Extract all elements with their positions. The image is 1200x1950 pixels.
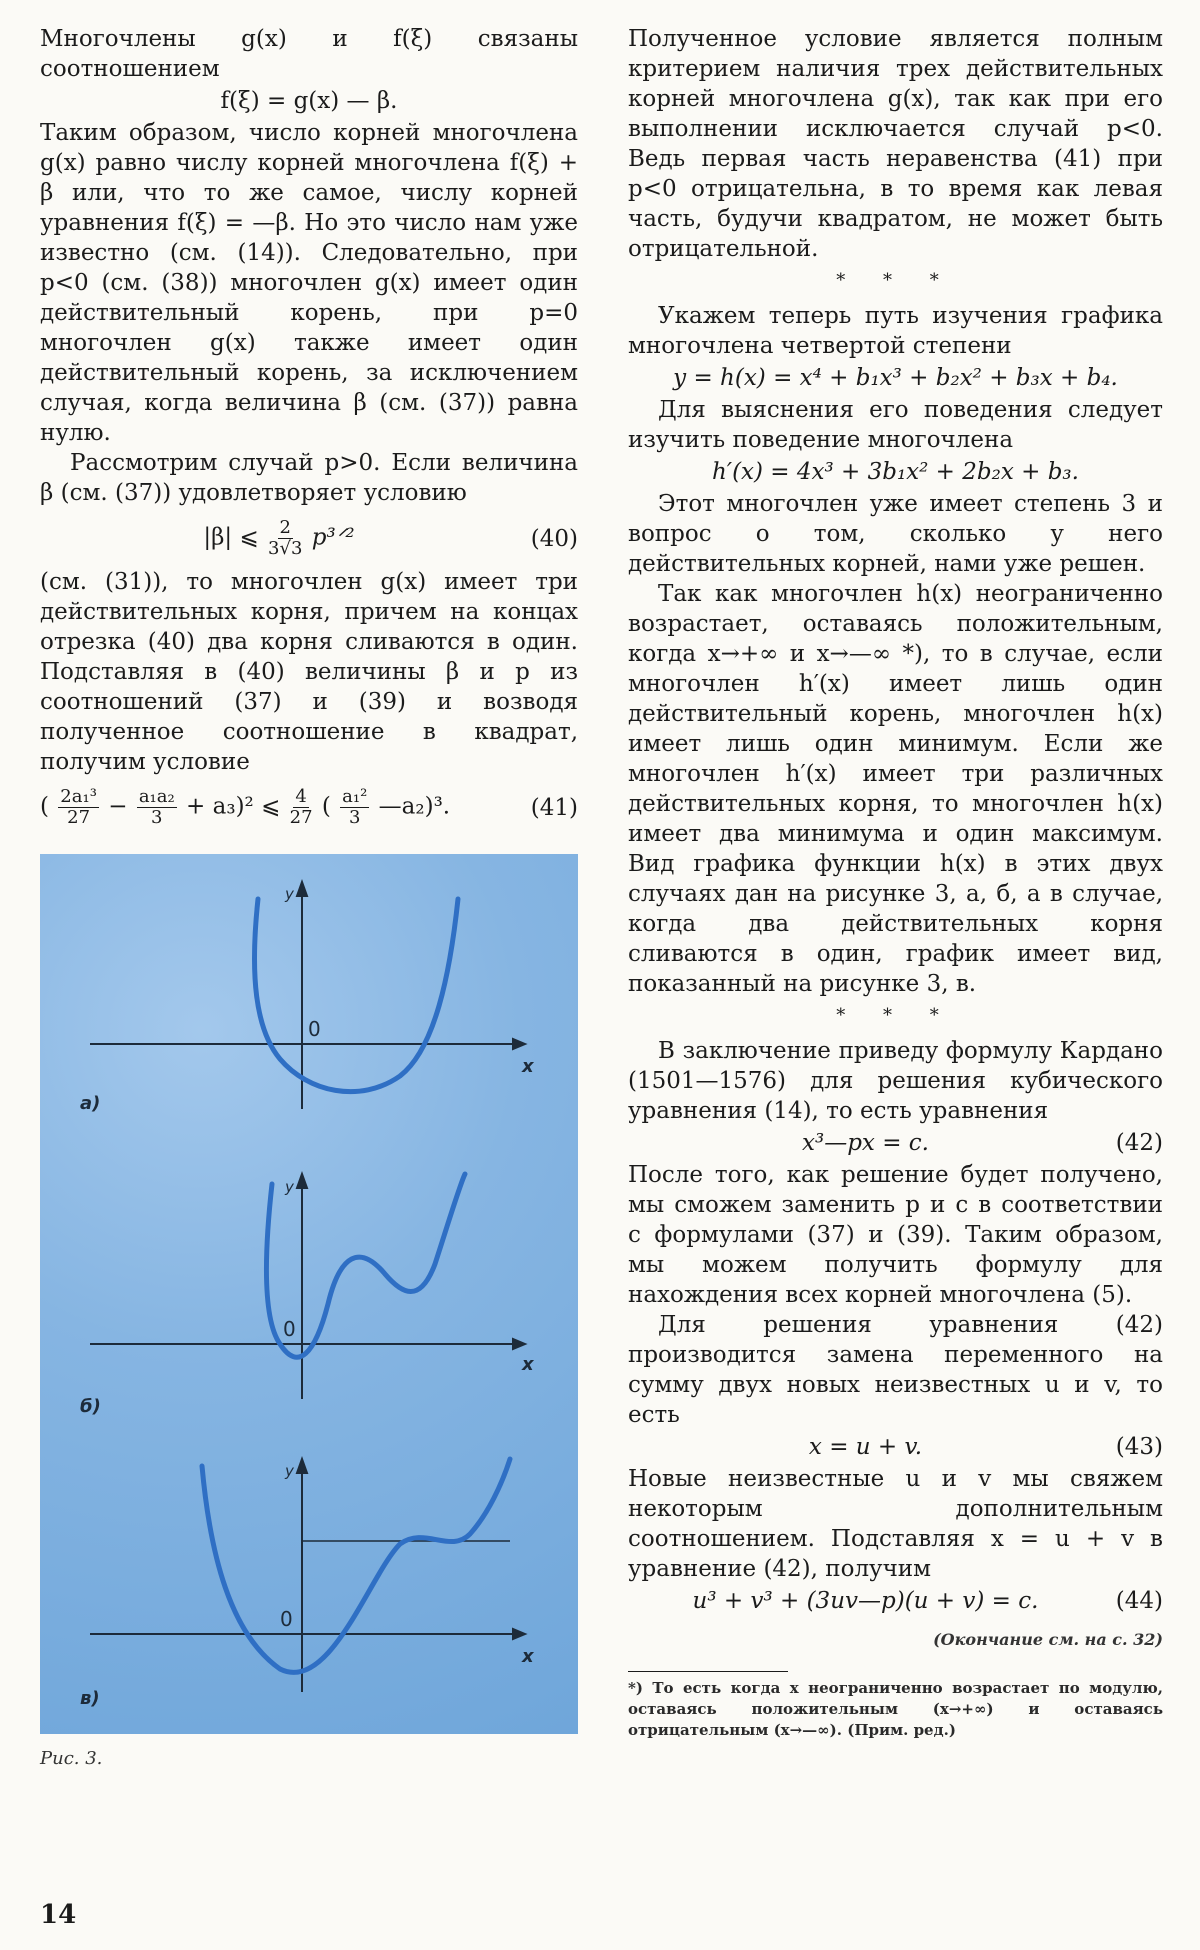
curve-a	[254, 899, 458, 1092]
paragraph: Этот многочлен уже имеет степень 3 и вопрос о том, сколько у него действительных корней, нами уже решен.	[628, 491, 1163, 577]
arrow-icon	[297, 1174, 307, 1188]
paragraph: Для решения уравнения (42) производится замена переменного на сумму двух новых неизвестных u и v, то есть	[628, 1312, 1163, 1428]
paragraph: Так как многочлен h(x) неограниченно возрастает, оставаясь положительным, когда x→+∞ и x→—∞ *), то в случае, если многочлен h′(x) имеет лишь один действительный корень, многочлен h(x) имеет лишь один минимум. Если же многочлен h′(x) имеет три различных действительных корня, то многочлен h(x) имеет два минимума и один максимум. Вид графика функции h(x) в этих двух случаях дан на рисунке 3, а, б, а в случае, когда два действительных корня сливаются в один, график имеет вид, показанный на рисунке 3, в.	[628, 581, 1163, 997]
panel-label-a: а)	[80, 1093, 101, 1114]
paragraph: Полученное условие является полным критерием наличия трех действительных корней многочлена g(x), так как при его выполнении исключается случай p<0. Ведь первая часть неравенства (41) при p<0 отрицательна, в то время как левая часть, будучи квадратом, не может быть отрицательной.	[628, 26, 1163, 262]
figure-graphs	[40, 854, 578, 1734]
formula-40: |β| ⩽ $\frac{2}{3√3}$ p³ᐟ² (40)	[203, 517, 578, 559]
origin-label: 0	[308, 1017, 321, 1041]
continuation-note: (Окончание см. на с. 32)	[933, 1630, 1163, 1649]
axis-label-y: y	[285, 885, 294, 903]
formula-42: x³—px = c. (42)	[802, 1130, 1163, 1156]
paragraph: Рассмотрим случай p>0. Если величина β (см. (37)) удовлетворяет условию	[40, 450, 578, 506]
paragraph: После того, как решение будет получено, мы сможем заменить p и c в соответствии с формулами (37) и (39). Таким образом, мы можем получить формулу для нахождения всех корней многочлена (5).	[628, 1162, 1163, 1308]
paragraph: Таким образом, число корней многочлена g(x) равно числу корней многочлена f(ξ) + β или, что то же самое, числу корней уравнения f(ξ) = —β. Но это число нам уже известно (см. (14)). Следовательно, при p<0 (см. (38)) многочлен g(x) имеет один действительный корень, при p=0 многочлен g(x) также имеет один действительный корень, за исключением случая, когда величина β (см. (37)) равна нулю.	[40, 120, 578, 446]
panel-label-c: в)	[80, 1688, 100, 1709]
figure-3	[40, 854, 578, 1734]
section-separator: * * *	[836, 270, 955, 291]
right-column	[628, 24, 1163, 1741]
paragraph: (см. (31)), то многочлен g(x) имеет три действительных корня, причем на концах отрезка (40) два корня сливаются в один. Подставляя в (40) величины β и p из соотношений (37) и (39) и возводя полученное соотношение в квадрат, получим условие	[40, 569, 578, 775]
arrow-icon	[513, 1339, 525, 1349]
equation-number: (43)	[1115, 1434, 1163, 1460]
axis-label-y: y	[285, 1178, 294, 1196]
footnote: *) То есть когда x неограниченно возрастает по модулю, оставаясь положительным (x→+∞) и оставаясь отрицательным (x→—∞). (Прим. ред.)	[628, 1679, 1163, 1739]
equation-number: (41)	[530, 794, 578, 821]
page-number: 14	[40, 1900, 77, 1930]
axis-label-x: x	[522, 1354, 534, 1375]
arrow-icon	[297, 882, 307, 896]
figure-caption: Рис. 3.	[40, 1748, 103, 1769]
panel-label-b: б)	[80, 1396, 101, 1417]
origin-label: 0	[280, 1607, 293, 1631]
equation-number: (44)	[1115, 1588, 1163, 1614]
origin-label: 0	[283, 1317, 296, 1341]
arrow-icon	[513, 1629, 525, 1639]
paragraph: В заключение приведу формулу Кардано (1501—1576) для решения кубического уравнения (14), то есть уравнения	[628, 1038, 1163, 1124]
curve-b	[266, 1174, 465, 1357]
formula-h-prime: h′(x) = 4x³ + 3b₁x² + 2b₂x + b₃.	[712, 459, 1079, 485]
axis-label-x: x	[522, 1646, 534, 1667]
section-separator: * * *	[836, 1005, 955, 1026]
paragraph: Укажем теперь путь изучения графика многочлена четвертой степени	[628, 303, 1163, 359]
fraction: $\frac{2}{3√3}$	[268, 517, 303, 559]
formula-41: ( $\frac{\text{2a₁³}}{27}$ − $\frac{\text{a₁a₂}}{3}$ + a₃)² ⩽ $\frac{4}{27}$ ( $\frac{\text{a₁²}}{3}$ —a₂)³. (41)	[40, 786, 578, 828]
equation-number: (42)	[1115, 1130, 1163, 1156]
paragraph: Новые неизвестные u и v мы свяжем некоторым дополнительным соотношением. Подставляя x = u + v в уравнение (42), получим	[628, 1466, 1163, 1582]
formula-f-xi: f(ξ) = g(x) — β.	[220, 88, 398, 114]
axis-label-x: x	[522, 1056, 534, 1077]
formula-43: x = u + v. (43)	[808, 1434, 1163, 1460]
arrow-icon	[297, 1459, 307, 1473]
curve-c	[202, 1459, 510, 1672]
footnote-rule	[628, 1671, 788, 1672]
formula-44: u³ + v³ + (3uv—p)(u + v) = c. (44)	[692, 1588, 1163, 1614]
axis-label-y: y	[285, 1462, 294, 1480]
paragraph: Многочлены g(x) и f(ξ) связаны соотношением	[40, 26, 578, 82]
paragraph: Для выяснения его поведения следует изучить поведение многочлена	[628, 397, 1163, 453]
formula-h: y = h(x) = x⁴ + b₁x³ + b₂x² + b₃x + b₄.	[673, 365, 1118, 391]
arrow-icon	[513, 1039, 525, 1049]
equation-number: (40)	[530, 525, 578, 552]
left-column	[40, 24, 578, 1769]
